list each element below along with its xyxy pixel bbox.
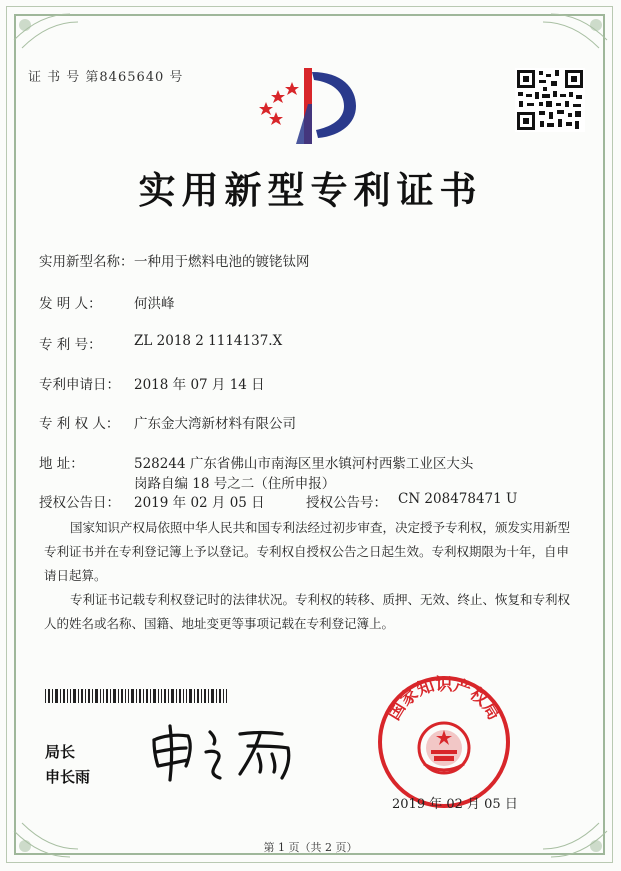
address-label: 地 址： (39, 456, 84, 472)
utility-model-name-label: 实用新型名称： (39, 254, 134, 270)
certificate-number: 证 书 号 第8465640 号 (28, 70, 184, 85)
address-line-2: 岗路自编 18 号之二（住所申报） (134, 476, 336, 492)
grant-date-label: 授权公告日： (39, 495, 120, 511)
patent-number-label: 专 利 号： (39, 337, 102, 353)
filing-date-label: 专利申请日： (39, 377, 120, 393)
inventor-label: 发 明 人： (39, 296, 102, 312)
patent-number-value: ZL 2018 2 1114137.X (134, 333, 283, 349)
director-name: 申长雨 (45, 768, 91, 786)
grant-statement-paragraph: 国家知识产权局依照中华人民共和国专利法经过初步审查，决定授予专利权，颁发实用新型专利证书并在专利登记簿上予以登记。专利权自授权公告之日起生效。专利权期限为十年，自申请日起算。 (44, 520, 571, 583)
utility-model-name-value: 一种用于燃料电池的镀铑钛网 (134, 254, 310, 270)
certificate-title: 实用新型专利证书 (138, 168, 483, 212)
address-line-1: 528244 广东省佛山市南海区里水镇河村西紫工业区大头 (134, 456, 474, 472)
legal-status-paragraph: 专利证书记载专利权登记时的法律状况。专利权的转移、质押、无效、终止、恢复和专利权人的姓名或名称、国籍、地址变更等事项记载在专利登记簿上。 (44, 592, 571, 631)
grant-date-value: 2019 年 02 月 05 日 (134, 495, 265, 511)
svg-text:国家知识产权局 (384, 675, 504, 724)
barcode (45, 689, 227, 703)
patent-office-logo (252, 64, 362, 148)
grant-number-value: CN 208478471 U (398, 491, 518, 507)
patentee-value: 广东金大湾新材料有限公司 (134, 416, 296, 432)
inventor-value: 何洪峰 (134, 296, 175, 312)
filing-date-value: 2018 年 07 月 14 日 (134, 377, 265, 393)
seal-date: 2019 年 02 月 05 日 (392, 797, 518, 812)
page-number: 第 1 页（共 2 页） (263, 841, 358, 854)
national-emblem-icon (419, 723, 469, 773)
grant-number-label: 授权公告号： (306, 495, 387, 511)
director-title: 局长 (45, 743, 76, 761)
official-seal (374, 672, 514, 812)
seal-text: 国家知识产权局 (384, 675, 504, 724)
patentee-label: 专 利 权 人： (39, 416, 120, 432)
director-signature (148, 722, 308, 784)
qr-code (515, 68, 585, 132)
